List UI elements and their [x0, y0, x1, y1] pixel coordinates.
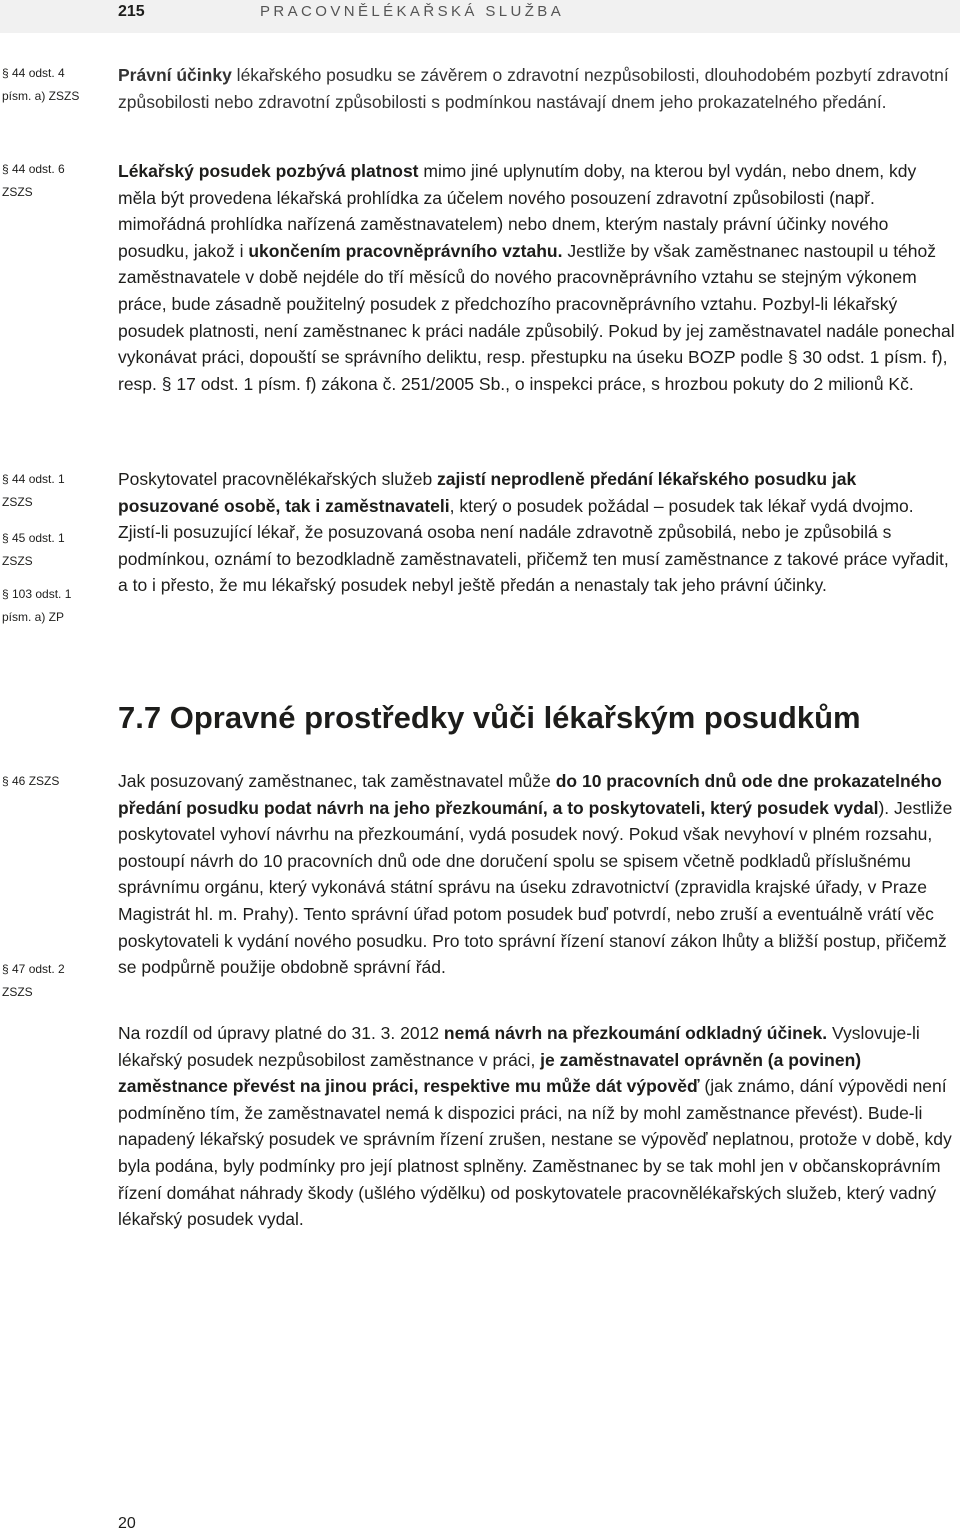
- paragraph: [118, 768, 958, 981]
- bold-text: Právní účinky: [118, 65, 232, 85]
- bold-text: ukončením pracovněprávního vztahu.: [248, 240, 563, 261]
- text-run: Jak posuzovaný zaměstnanec, tak zaměstnavatel může: [118, 771, 556, 791]
- paragraph: [118, 62, 958, 115]
- bold-text: Lékařský posudek pozbývá platnost: [118, 161, 419, 181]
- bold-text: je zaměstnavatel oprávněn (a povinen) zaměstnance převést na jinou práci, respektive mu může dát výpověď: [118, 1049, 862, 1097]
- margin-note: § 44 odst. 6 ZSZS: [2, 162, 65, 199]
- bold-text: do 10 pracovních dnů ode dne prokazatelného předání posudku podat návrh na jeho přezkoumání, a to poskytovateli, který posudek vydal: [118, 771, 942, 818]
- page-header: [0, 0, 960, 33]
- margin-note: § 44 odst. 1 ZSZS: [2, 472, 65, 509]
- margin-note: § 45 odst. 1 ZSZS: [2, 531, 65, 568]
- paragraph: [118, 466, 958, 599]
- text-run: Jestliže by však zaměstnanec nastoupil u téhož zaměstnavatele v době nejdéle do tří měsíců do nového pracovněprávního vztahu se stejným výkonem práce, bude zásadně použitelný posudek z předchozího pracovněprávního vztahu. Pozbyl-li lékařský posudek platnosti, není zaměstnanec k práci nadále způsobilý. Pokud by jej zaměstnavatel nadále ponechal vykonávat práci, dopouští se správního deliktu, resp. přestupku na úseku BOZP podle § 30 odst. 1 písm. f), resp. § 17 odst. 1 písm. f) zákona č. 251/2005 Sb., o inspekci práce, s hrozbou pokuty do 2 milionů Kč.: [118, 240, 955, 394]
- text-run: Poskytovatel pracovnělékařských služeb: [118, 469, 438, 489]
- text-run: (jak známo, dání výpovědi není podmíněno tím, že zaměstnavatel nemá k dispozici práci, na níž by mohl zaměstnance převést). Bude-li napadený lékařský posudek ve správním řízení zrušen, nestane se výpověď neplatnou, protože v době, kdy byla podána, byly podmínky pro její platnost splněny. Zaměstnanec by se tak mohl jen v občanskoprávním řízení domáhat náhrady škody (ušlého výdělku) od poskytovatele pracovnělékařských služeb, který vadný lékařský posudek vydal.: [118, 1076, 952, 1230]
- paragraph: [118, 158, 958, 397]
- text-run: lékařského posudku se závěrem o zdravotní nezpůsobilosti, dlouhodobém pozbytí zdravotní způsobilosti nebo zdravotní způsobilosti s podmínkou nastávají dnem jeho prokazatelného předání.: [118, 65, 949, 112]
- footer-page-number: 20: [118, 1515, 136, 1532]
- margin-note: § 103 odst. 1 písm. a) ZP: [2, 587, 72, 624]
- text-run: ). Jestliže poskytovatel vyhoví návrhu na přezkoumání, vydá posudek nový. Pokud však nevyhoví v plném rozsahu, postoupí návrh do 10 pracovních dnů ode dne doručení spolu se spisem včetně podkladů příslušnému správnímu orgánu, který vykonává státní správu na úseku zdravotnictví (zpravidla krajské úřady, v Praze Magistrát hl. m. Prahy). Tento správní úřad potom posudek buď potvrdí, nebo zruší a eventuálně vrátí věc poskytovateli k vydání nového posudku. Pro toto správní řízení stanoví zákon lhůty a bližší postup, přičemž se podpůrně použije obdobně správní řád.: [118, 797, 953, 978]
- text-run: mimo jiné uplynutím doby, na kterou byl vydán, nebo dnem, kdy měla být provedena lékařská prohlídka za účelem nového posouzení zdravotní způsobilosti (např. mimořádná prohlídka nařízená zaměstnavatelem) nebo dnem, kterým nastaly právní účinky nového posudku, jakož i: [118, 161, 917, 261]
- margin-note: § 44 odst. 4 písm. a) ZSZS: [2, 66, 80, 103]
- running-title: PRACOVNĚLÉKAŘSKÁ SLUŽBA: [260, 3, 565, 20]
- page-number: 215: [118, 3, 145, 20]
- text-run: Vyslovuje-li lékařský posudek nezpůsobilost zaměstnance v práci,: [118, 1023, 920, 1070]
- margin-note: § 47 odst. 2 ZSZS: [2, 962, 65, 999]
- section-heading: 7.7 Opravné prostředky vůči lékařským posudkům: [118, 700, 861, 735]
- bold-text: nemá návrh na přezkoumání odkladný účinek.: [443, 1023, 828, 1043]
- text-run: , který o posudek požádal – posudek tak lékař vydá dvojmo. Zjistí-li posuzující lékař, že posuzovaná osoba není nadále zdravotně způsobilá, nebo je způsobilá s podmínkou, oznámí to bezodkladně zaměstnavateli, přičemž ten musí zaměstnance z takové práce vyřadit, a to i přesto, že mu lékařský posudek nebyl ještě předán a nenastaly tak jeho právní účinky.: [118, 495, 949, 596]
- margin-note: § 46 ZSZS: [2, 774, 60, 788]
- text-run: Na rozdíl od úpravy platné do 31. 3. 2012: [118, 1023, 444, 1043]
- paragraph: [118, 1020, 958, 1233]
- bold-text: zajistí neprodleně předání lékařského posudku jak posuzované osobě, tak i zaměstnavateli: [118, 469, 857, 516]
